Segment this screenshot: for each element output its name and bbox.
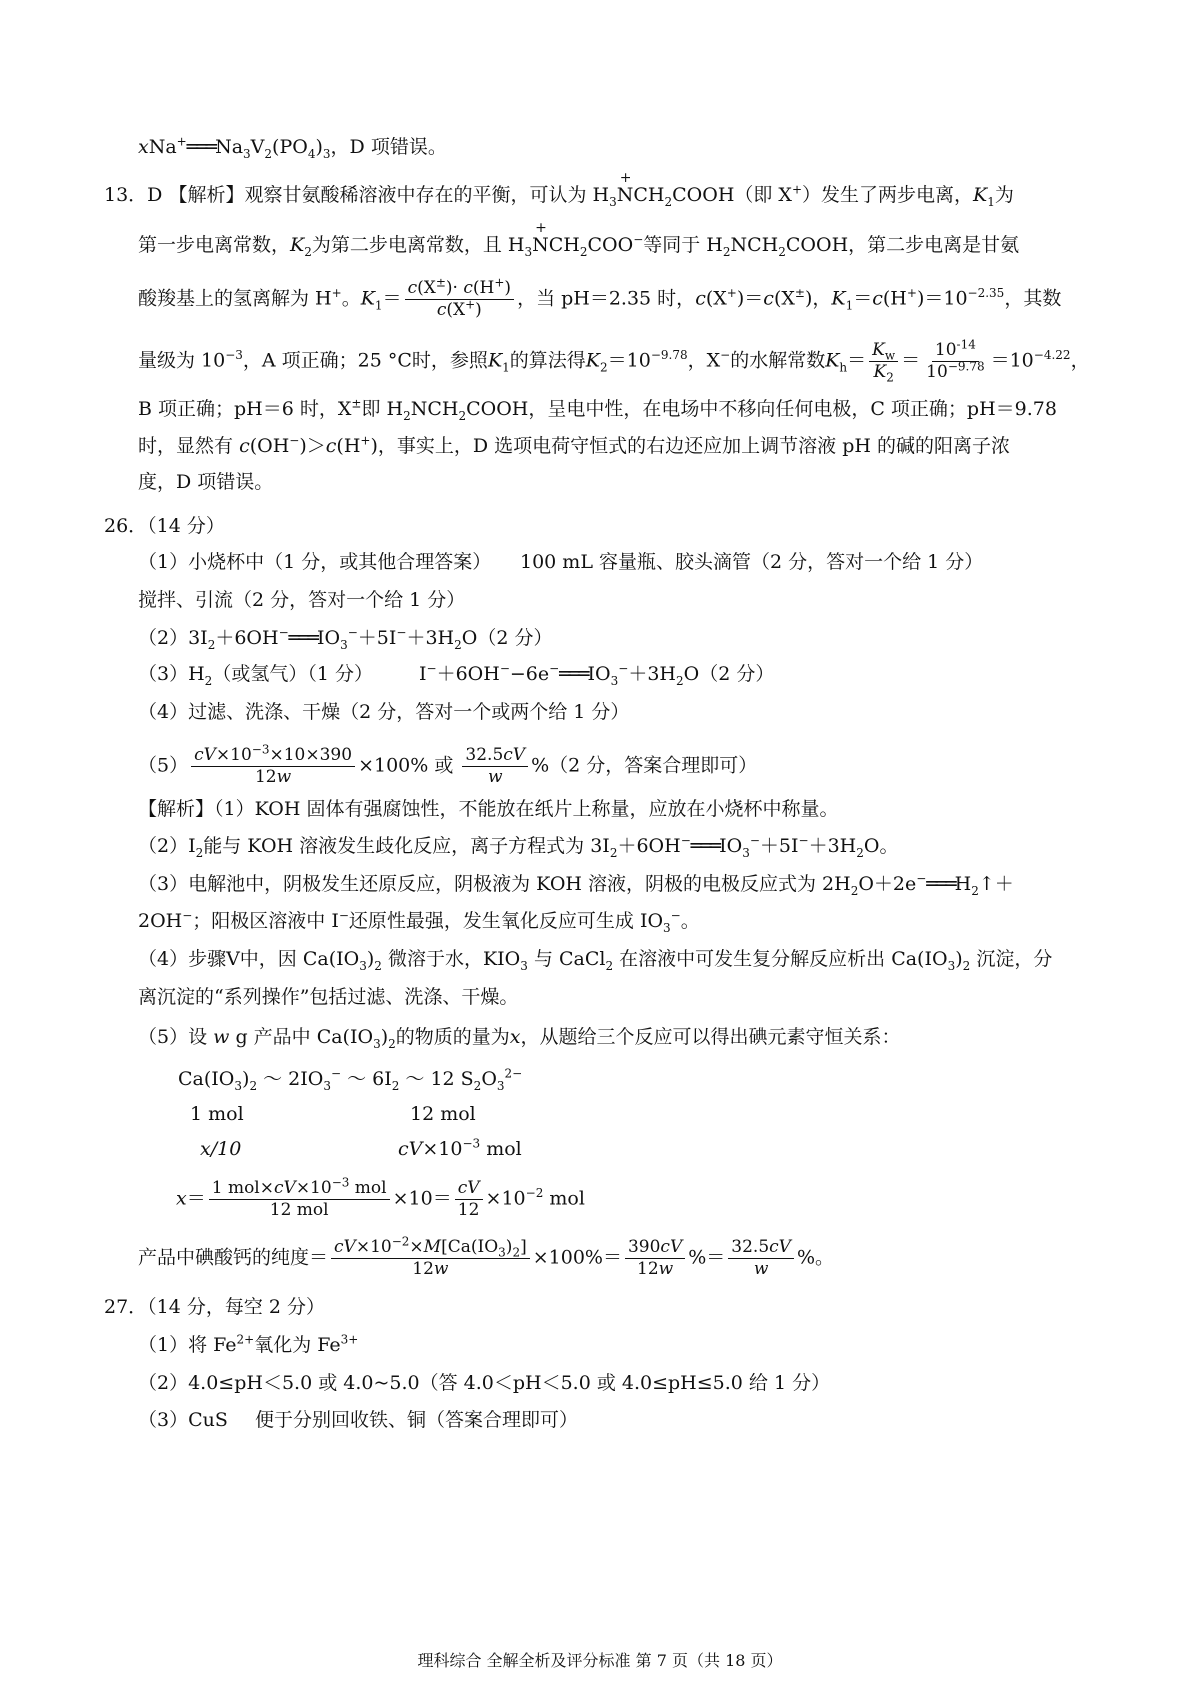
q26-explain5: （5）设 w g 产品中 $Ca(IO_3)_2$的物质的量为x，从题给三个反应可以得出碘元素守恒关系： xyxy=(138,1026,901,1051)
q26-answer1b: 100 mL 容量瓶、胶头滴管（2 分，答对一个给 1 分） xyxy=(520,551,984,573)
q13-line7: 度，D 项错误。 xyxy=(138,471,274,493)
q26-relation: $Ca(IO_3)_2$ ～ $2IO_3^-$ ～ $6I_2$ ～ 12 $S_2O_3^{2-}$ xyxy=(178,1066,523,1093)
q26-explain4b: 离沉淀的“系列操作”包括过滤、洗涤、干燥。 xyxy=(138,986,519,1008)
q27-answer3b: 便于分别回收铁、铜（答案合理即可） xyxy=(255,1409,579,1431)
page-footer: 理科综合 全解全析及评分标准 第 7 页（共 18 页） xyxy=(417,1651,783,1670)
q26-answer3: $(3)H_2$（或氢气）（1 分） $I^-+6OH^--6e^-═══IO_3^-+3H_2O(2$ 分） xyxy=(138,661,775,688)
q26-relation-cv: $cV\times 10^{-3}$ mol xyxy=(398,1136,522,1160)
q13-line1: 13．D 【解析】观察甘氨酸稀溶液中存在的平衡，可认为 $H_3$ + $NCH_2COOH$（即 X+）发生了两步电离，$K_1$为 xyxy=(104,170,1014,209)
q13-line4: 量级为 $10^{-3}$，A 项正确；25 °C时，参照$K_1$的算法得$K_2=10^{-9.78}$，X−的水解常数$K_h=$ $\frac{K_w}{K_2}$ ＝ $\frac{10^{-14}}{10^{-9.78}}$ $=10^{-4.22}$， xyxy=(138,337,1090,385)
q26-relation-mol1: 1 mol xyxy=(190,1103,244,1125)
q13-line2: 第一步电离常数，$K_2$为第二步电离常数，且 $H_3$ + $NCH_2COO^-$等同于 $H_2NCH_2COOH$，第二步电离是甘氨 xyxy=(138,220,1020,259)
q26-explain2: $(2)I_2$能与 KOH 溶液发生歧化反应，离子方程式为 $3I_2+6OH^-═══IO_3^-+5I^-+3H_2O$。 xyxy=(138,833,899,860)
q26-answer1c: 搅拌、引流（2 分，答对一个给 1 分） xyxy=(138,589,466,611)
q13-line3: 酸羧基上的氢离解为 H+。$K_1=$ $\frac{c(X^\pm)\cdot c(H^+)}{c(X^+)}$ ，当 pH＝2.35 时，c(X+)＝c(X±)，$K_1=c(H^+)=10^{-2.35}$，其数 xyxy=(138,275,1062,320)
q26-purity: 产品中碘酸钙的纯度＝ $\frac{cV\times 10^{-2}\times M[Ca(IO_3)_2]}{12w}$ ×100%＝ $\frac{390cV}{12w}$ %＝ $\frac{32.5cV}{w}$ %。 xyxy=(138,1234,835,1279)
q27-answer3a: （3）CuS xyxy=(138,1409,228,1431)
q26-explain3b: 2OH−；阳极区溶液中 I−还原性最强，发生氧化反应可生成 $IO_3^-$。 xyxy=(138,908,700,935)
q26-answer5: （5） $\frac{cV\times 10^{-3}\times 10\times 390}{12w}$ ×100% 或 $\frac{32.5cV}{w}$ %（2 分，答案合理即可） xyxy=(138,742,758,787)
q26-answer1a: （1）小烧杯中（1 分，或其他合理答案） xyxy=(138,551,492,573)
q26-x-formula: x＝ $\frac{1 mol\times cV\times 10^{-3} mol}{\text{12 mol}}$ ×10＝ $\frac{cV}{12}$ $\times 10^{-2}$ mol xyxy=(176,1175,585,1220)
q13-line6: 时，显然有 c(OH−)＞c(H+)，事实上，D 选项电荷守恒式的右边还应加上调节溶液 pH 的碱的阳离子浓 xyxy=(138,433,1010,457)
q26-answer4: （4）过滤、洗涤、干燥（2 分，答对一个或两个给 1 分） xyxy=(138,701,630,723)
q26-answer2: $(2)3I_2+6OH^-═══IO_3^-+5I^-+3H_2O(2$ 分） xyxy=(138,625,553,652)
q26-explain4: （4）步骤Ⅴ中，因 $Ca(IO_3)_2$ 微溶于水，$KIO_3$ 与 CaCl$_2$ 在溶液中可发生复分解反应析出 $Ca(IO_3)_2$ 沉淀，分 xyxy=(138,948,1053,973)
q26-explain1: 【解析】（1）KOH 固体有强腐蚀性，不能放在纸片上称量，应放在小烧杯中称量。 xyxy=(138,798,839,820)
q27-answer1: （1）将 $Fe^{2+}$氧化为 $Fe^{3+}$ xyxy=(138,1332,359,1356)
q26-relation-mol2: 12 mol xyxy=(410,1103,476,1125)
q12-tail: $xNa^+═══Na_3V_2(PO_4)_3$，D 项错误。 xyxy=(138,134,447,161)
q13-line5: B 项正确；pH＝6 时，X±即 $H_2NCH_2COOH$，呈电中性，在电场中不移向任何电极，C 项正确；pH＝9.78 xyxy=(138,396,1057,423)
q26-heading: 26．（14 分） xyxy=(104,515,225,537)
q26-relation-x: x/10 xyxy=(200,1138,242,1160)
q27-heading: 27．（14 分，每空 2 分） xyxy=(104,1296,326,1318)
q26-explain3: （3）电解池中，阴极发生还原反应，阴极液为 KOH 溶液，阴极的电极反应式为 $2H_2O+2e^-═══H_2↑+$ xyxy=(138,871,1014,898)
q27-answer2: （2）4.0≤pH＜5.0 或 4.0~5.0（答 4.0＜pH＜5.0 或 4.0≤pH≤5.0 给 1 分） xyxy=(138,1372,831,1394)
